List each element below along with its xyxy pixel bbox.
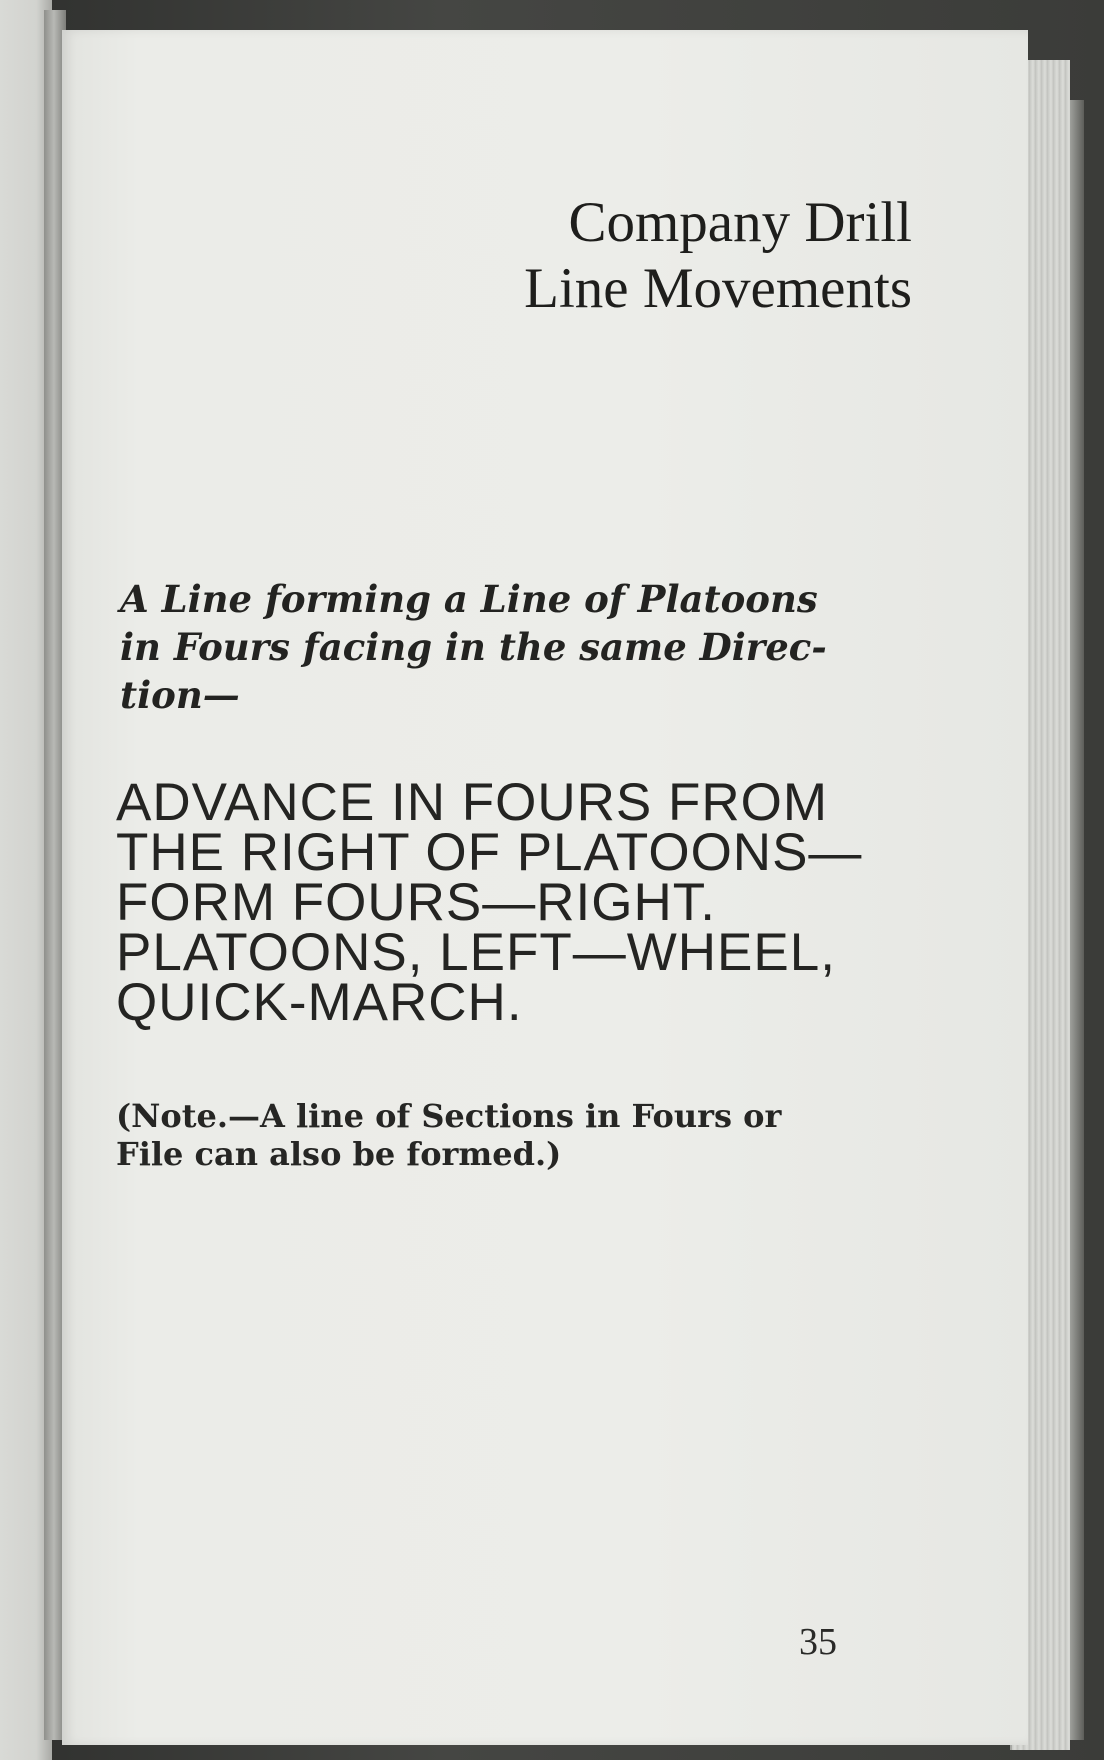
command-line-3: FORM FOURS—RIGHT. [116,873,716,932]
description-line-3: tion— [120,673,240,717]
description-line-2: in Fours facing in the same Direc- [120,625,827,669]
note-line-2: File can also be formed.) [116,1135,562,1173]
description-line-1: A Line forming a Line of Platoons [120,577,818,621]
command-line-1: ADVANCE IN FOURS FROM [116,773,828,832]
heading-line-2: Line Movements [524,257,912,320]
page-heading [524,190,912,322]
drill-command [116,773,863,1032]
command-line-4: PLATOONS, LEFT—WHEEL, [116,923,836,982]
note-line-1: (Note.—A line of Sections in Fours or [116,1097,782,1135]
movement-description [120,575,980,719]
page-number: 35 [799,1621,837,1663]
note-text [116,1097,781,1173]
command-line-2: THE RIGHT OF PLATOONS— [116,823,863,882]
command-line-5: QUICK-MARCH. [116,973,523,1032]
heading-line-1: Company Drill [568,191,912,254]
book-page [62,30,1028,1745]
